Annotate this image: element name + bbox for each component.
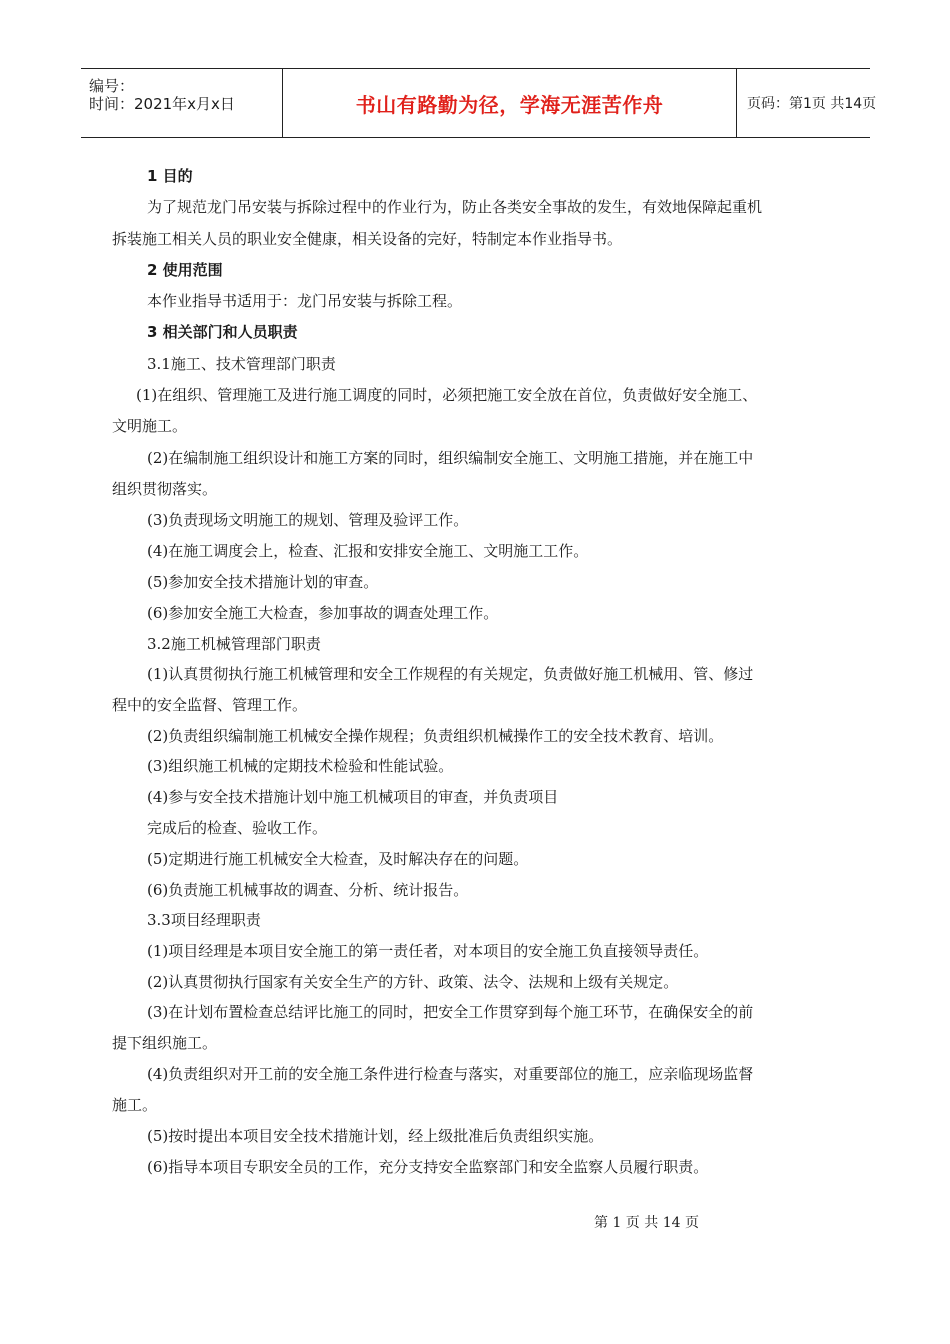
paragraph-line: (5)定期进行施工机械安全大检查，及时解决存在的问题。	[147, 850, 529, 868]
paragraph-line: (2)在编制施工组织设计和施工方案的同时，组织编制安全施工、文明施工措施，并在施工中	[147, 449, 754, 467]
paragraph-line: 完成后的检查、验收工作。	[147, 819, 328, 837]
paragraph-line: (2)认真贯彻执行国家有关安全生产的方针、政策、法令、法规和上级有关规定。	[147, 973, 679, 991]
section-heading-duties: 3 相关部门和人员职责	[147, 323, 298, 341]
header-page-cell	[737, 69, 877, 137]
paragraph-line: (6)负责施工机械事故的调查、分析、统计报告。	[147, 881, 469, 899]
paragraph-line: (4)在施工调度会上，检查、汇报和安排安全施工、文明施工工作。	[147, 542, 589, 560]
subsection-heading: 3.1施工、技术管理部门职责	[147, 355, 336, 373]
document-header	[81, 68, 877, 138]
document-date-label: 时间：2021年x月x日	[89, 95, 235, 113]
document-number-label: 编号：	[89, 77, 135, 95]
paragraph-line: (5)按时提出本项目安全技术措施计划，经上级批准后负责组织实施。	[147, 1127, 604, 1145]
paragraph-line: (1)在组织、管理施工及进行施工调度的同时，必须把施工安全放在首位，负责做好安全施工、	[136, 386, 758, 404]
header-motto: 书山有路勤为径，学海无涯苦作舟	[355, 92, 664, 117]
section-heading-purpose: 1 目的	[147, 167, 193, 185]
subsection-heading: 3.2施工机械管理部门职责	[147, 635, 321, 653]
paragraph-line: (3)组织施工机械的定期技术检验和性能试验。	[147, 757, 454, 775]
header-left-cell	[81, 69, 283, 137]
paragraph-line: 文明施工。	[112, 417, 188, 435]
paragraph-line: 提下组织施工。	[112, 1034, 218, 1052]
paragraph-line: (1)项目经理是本项目安全施工的第一责任者，对本项目的安全施工负直接领导责任。	[147, 942, 709, 960]
paragraph-line: (5)参加安全技术措施计划的审查。	[147, 573, 379, 591]
paragraph-line: (6)指导本项目专职安全员的工作，充分支持安全监察部门和安全监察人员履行职责。	[147, 1158, 709, 1176]
section-heading-scope: 2 使用范围	[147, 261, 223, 279]
paragraph-line: (2)负责组织编制施工机械安全操作规程；负责组织机械操作工的安全技术教育、培训。	[147, 727, 724, 745]
paragraph-line: (4)负责组织对开工前的安全施工条件进行检查与落实，对重要部位的施工，应亲临现场监督	[147, 1065, 754, 1083]
paragraph-line: 施工。	[112, 1096, 158, 1114]
page-footer: 第 1 页 共 14 页	[594, 1215, 699, 1231]
paragraph-line: (1)认真贯彻执行施工机械管理和安全工作规程的有关规定，负责做好施工机械用、管、修过	[147, 665, 754, 683]
paragraph-line: (3)负责现场文明施工的规划、管理及验评工作。	[147, 511, 469, 529]
paragraph-line: 程中的安全监督、管理工作。	[112, 696, 308, 714]
header-page-code: 页码：第1页 共14页	[747, 96, 877, 112]
paragraph-line: 为了规范龙门吊安装与拆除过程中的作业行为，防止各类安全事故的发生，有效地保障起重机	[147, 198, 763, 216]
paragraph-line: (4)参与安全技术措施计划中施工机械项目的审查，并负责项目	[147, 788, 559, 806]
header-motto-cell	[283, 69, 737, 137]
paragraph-line: 本作业指导书适用于：龙门吊安装与拆除工程。	[147, 292, 463, 310]
paragraph-line: 组织贯彻落实。	[112, 480, 218, 498]
paragraph-line: (3)在计划布置检查总结评比施工的同时，把安全工作贯穿到每个施工环节，在确保安全的前	[147, 1003, 754, 1021]
paragraph-line: 拆装施工相关人员的职业安全健康，相关设备的完好，特制定本作业指导书。	[112, 230, 623, 248]
paragraph-line: (6)参加安全施工大检查，参加事故的调查处理工作。	[147, 604, 499, 622]
subsection-heading: 3.3项目经理职责	[147, 911, 261, 929]
